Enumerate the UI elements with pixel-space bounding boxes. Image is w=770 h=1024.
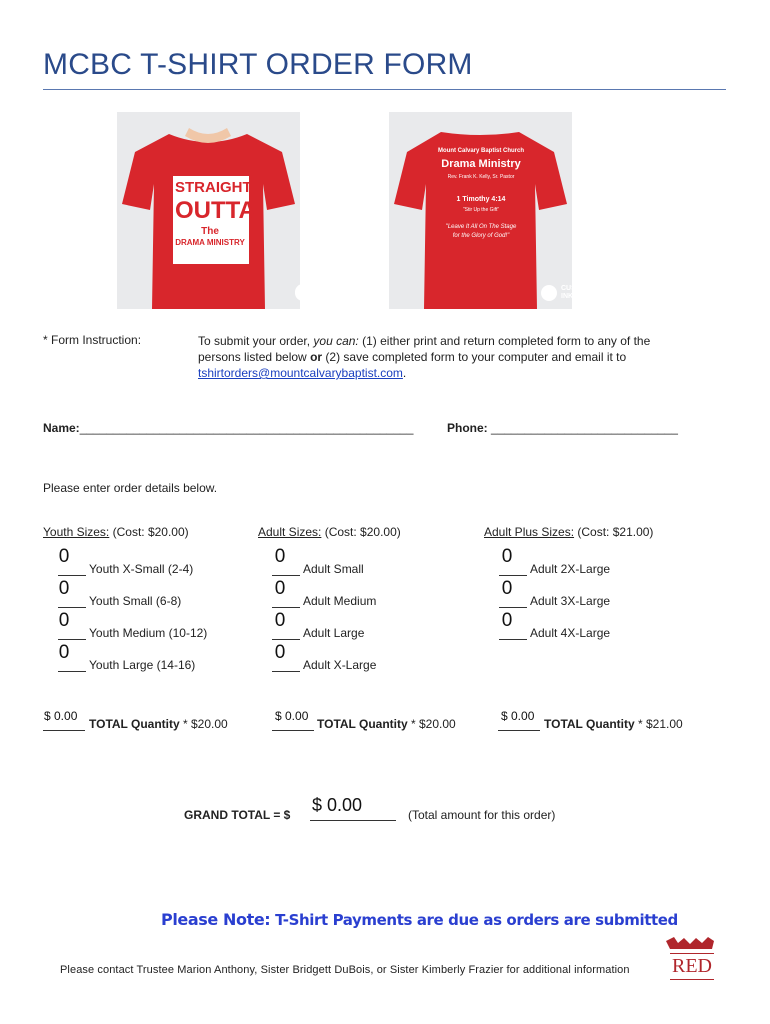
adult-medium-line bbox=[272, 607, 300, 608]
youth-total-value[interactable]: $ 0.00 bbox=[44, 709, 78, 723]
adult-plus-total-line bbox=[498, 730, 540, 731]
youth-small-line bbox=[58, 607, 86, 608]
adult-xlarge-line bbox=[272, 671, 300, 672]
adult-plus-total-row: TOTAL Quantity * $21.00 bbox=[544, 717, 683, 731]
adult-3xl-qty[interactable]: 0 bbox=[501, 578, 513, 599]
name-label: Name: bbox=[43, 421, 80, 435]
adult-total-value[interactable]: $ 0.00 bbox=[275, 709, 309, 723]
shirt-back-verse-text: "Stir Up the Gift" bbox=[462, 207, 500, 213]
name-blank[interactable]: __________________________________________________ bbox=[79, 421, 414, 435]
adult-small-qty[interactable]: 0 bbox=[274, 546, 286, 567]
page-title: MCBC T-SHIRT ORDER FORM bbox=[43, 48, 473, 81]
adult-4xl-qty[interactable]: 0 bbox=[501, 610, 513, 631]
name-field[interactable] bbox=[43, 421, 413, 435]
shirt-back-slogan1: "Leave It All On The Stage bbox=[445, 224, 517, 230]
shirt-back-pastor: Rev. Frank K. Kelly, Sr. Pastor bbox=[447, 174, 515, 180]
adult-medium-label: Adult Medium bbox=[303, 594, 377, 608]
adult-3xl-label: Adult 3X-Large bbox=[530, 594, 611, 608]
custom-ink-logo-icon bbox=[295, 285, 311, 301]
shirt-front-line1: STRAIGHT bbox=[175, 179, 252, 196]
email-link[interactable]: tshirtorders@mountcalvarybaptist.com bbox=[198, 366, 403, 380]
youth-large-line bbox=[58, 671, 86, 672]
youth-large-qty[interactable]: 0 bbox=[58, 642, 70, 663]
form-instruction-text: To submit your order, you can: (1) either print and return completed form to any of the persons listed below or (2) save completed form to your computer and email it to tshirtorders@mountcalvarybaptist.com. bbox=[198, 334, 651, 380]
red-logo bbox=[664, 935, 720, 985]
adult-total-line bbox=[272, 730, 314, 731]
youth-large-label: Youth Large (14-16) bbox=[89, 658, 196, 672]
adult-heading: Adult Sizes: (Cost: $20.00) bbox=[258, 525, 401, 539]
shirt-front-line3: The bbox=[201, 226, 219, 237]
adult-plus-heading: Adult Plus Sizes: (Cost: $21.00) bbox=[484, 525, 654, 539]
title-divider bbox=[43, 89, 726, 90]
youth-total-line bbox=[43, 730, 85, 731]
adult-3xl-line bbox=[499, 607, 527, 608]
custom-ink-brand-front: CUSTOM INK bbox=[315, 285, 346, 300]
adult-large-label: Adult Large bbox=[303, 626, 365, 640]
youth-medium-label: Youth Medium (10-12) bbox=[89, 626, 208, 640]
grand-total-note: (Total amount for this order) bbox=[408, 808, 556, 822]
grand-total-label: GRAND TOTAL = $ bbox=[184, 808, 291, 822]
adult-2xl-line bbox=[499, 575, 527, 576]
payment-note: Please Note: T-Shirt Payments are due as orders are submitted bbox=[161, 910, 678, 929]
shirt-back-slogan2: for the Glory of God!" bbox=[452, 233, 510, 239]
adult-xlarge-label: Adult X-Large bbox=[303, 658, 377, 672]
youth-heading: Youth Sizes: (Cost: $20.00) bbox=[43, 525, 189, 539]
youth-xsmall-qty[interactable]: 0 bbox=[58, 546, 70, 567]
shirt-front-line4: DRAMA MINISTRY bbox=[175, 238, 245, 247]
adult-xlarge-qty[interactable]: 0 bbox=[274, 642, 286, 663]
shirt-back-verse: 1 Timothy 4:14 bbox=[456, 196, 506, 203]
shirt-back-ministry: Drama Ministry bbox=[441, 158, 521, 170]
contact-info: Please contact Trustee Marion Anthony, Sister Bridgett DuBois, or Sister Kimberly Frazier for additional information bbox=[60, 964, 630, 976]
shirt-front-line2: OUTTA bbox=[175, 197, 256, 224]
adult-4xl-line bbox=[499, 639, 527, 640]
adult-4xl-label: Adult 4X-Large bbox=[530, 626, 611, 640]
custom-ink-logo-icon bbox=[541, 285, 557, 301]
youth-xsmall-label: Youth X-Small (2-4) bbox=[89, 562, 194, 576]
shirt-back-church: Mount Calvary Baptist Church bbox=[437, 148, 524, 154]
phone-blank[interactable]: ____________________________ bbox=[491, 421, 678, 435]
adult-total-row: TOTAL Quantity * $20.00 bbox=[317, 717, 456, 731]
adult-small-line bbox=[272, 575, 300, 576]
phone-field[interactable] bbox=[447, 421, 678, 435]
adult-2xl-label: Adult 2X-Large bbox=[530, 562, 611, 576]
adult-small-label: Adult Small bbox=[303, 562, 364, 576]
youth-medium-line bbox=[58, 639, 86, 640]
adult-plus-total-value[interactable]: $ 0.00 bbox=[501, 709, 535, 723]
youth-small-qty[interactable]: 0 bbox=[58, 578, 70, 599]
custom-ink-brand-back: CUSTOM INK bbox=[561, 285, 592, 300]
adult-medium-qty[interactable]: 0 bbox=[274, 578, 286, 599]
shirt-front-image bbox=[117, 112, 300, 309]
red-logo-text: RED bbox=[672, 955, 712, 977]
grand-total-value[interactable]: $ 0.00 bbox=[312, 795, 363, 815]
youth-small-label: Youth Small (6-8) bbox=[89, 594, 182, 608]
form-instruction-label: * Form Instruction: bbox=[43, 333, 142, 347]
youth-xsmall-line bbox=[58, 575, 86, 576]
adult-2xl-qty[interactable]: 0 bbox=[501, 546, 513, 567]
youth-total-row: TOTAL Quantity * $20.00 bbox=[89, 717, 228, 731]
order-intro: Please enter order details below. bbox=[43, 481, 218, 495]
adult-large-line bbox=[272, 639, 300, 640]
adult-large-qty[interactable]: 0 bbox=[274, 610, 286, 631]
grand-total-line bbox=[310, 820, 396, 821]
phone-label: Phone: bbox=[447, 421, 488, 435]
youth-medium-qty[interactable]: 0 bbox=[58, 610, 70, 631]
shirt-back-image bbox=[389, 112, 572, 309]
